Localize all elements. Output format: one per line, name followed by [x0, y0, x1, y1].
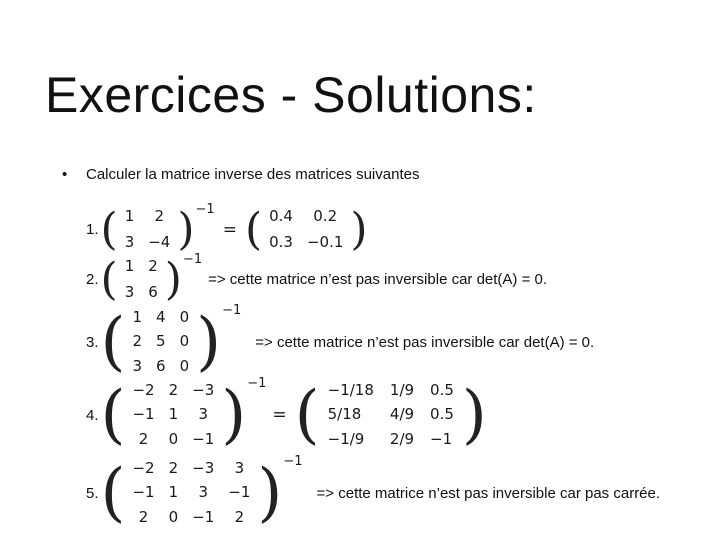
conclusion-text: => cette matrice n’est pas inversible car pas carrée. — [316, 484, 661, 502]
exercise-2 — [86, 254, 547, 305]
cell: −3 — [192, 458, 215, 477]
cell: 0.2 — [313, 207, 338, 226]
cell: 0.4 — [269, 207, 293, 226]
exercise-number: 1. — [86, 221, 99, 238]
cell: 0 — [179, 307, 190, 326]
matrix-1 — [101, 204, 215, 255]
slide-title: Exercices - Solutions: — [45, 67, 537, 123]
cell: −1 — [132, 405, 155, 424]
cell: −3 — [192, 380, 215, 399]
matrix-3 — [101, 305, 242, 379]
cell: 0 — [168, 508, 179, 527]
cell: 2 — [168, 458, 179, 477]
cell: −0.1 — [306, 232, 344, 251]
cell: −1 — [132, 483, 155, 502]
left-paren: ( — [294, 378, 320, 452]
instruction-line — [62, 166, 419, 183]
right-paren: ) — [196, 305, 222, 379]
right-paren: ) — [221, 378, 247, 452]
exercise-1 — [86, 204, 368, 255]
cell: 3 — [132, 357, 143, 376]
matrix-2 — [101, 254, 203, 305]
cell: 5/18 — [327, 405, 362, 424]
bullet-icon: • — [62, 166, 68, 183]
matrix-4 — [101, 378, 267, 452]
cell: 3 — [198, 405, 208, 424]
right-paren: ) — [257, 456, 283, 530]
cell: −2 — [132, 458, 155, 477]
matrix-5 — [101, 456, 303, 530]
cell: 0 — [168, 430, 179, 449]
cell: 1 — [124, 257, 135, 276]
cell: 2 — [234, 508, 245, 527]
exercise-number: 3. — [86, 333, 99, 351]
exercise-number: 5. — [86, 484, 99, 502]
left-paren: ( — [100, 378, 126, 452]
cell: −4 — [148, 232, 171, 251]
equals-sign: = — [272, 405, 287, 425]
exercise-4 — [86, 378, 487, 452]
cell: −1 — [192, 508, 215, 527]
exercise-3 — [86, 305, 594, 379]
instruction-text: Calculer la matrice inverse des matrices suivantes — [86, 166, 420, 183]
cell: 3 — [234, 458, 245, 477]
cell: 1 — [168, 483, 179, 502]
left-paren: ( — [100, 305, 126, 379]
result-matrix-4 — [295, 378, 487, 452]
cell: 4 — [156, 307, 166, 326]
cell: 0.3 — [269, 232, 293, 251]
left-paren: ( — [100, 204, 118, 255]
right-paren: ) — [177, 204, 195, 255]
equals-sign: = — [222, 219, 237, 240]
inverse-exponent: −1 — [182, 252, 203, 267]
cell: 3 — [124, 282, 135, 301]
cell: 1 — [168, 405, 179, 424]
left-paren: ( — [244, 204, 263, 255]
cell: 0 — [179, 332, 190, 351]
inverse-exponent: −1 — [195, 202, 215, 217]
left-paren: ( — [100, 456, 126, 530]
cell: 1 — [132, 307, 143, 326]
cell: 2/9 — [389, 430, 415, 449]
conclusion-text: => cette matrice n’est pas inversible car det(A) = 0. — [208, 271, 548, 288]
right-paren: ) — [350, 204, 368, 255]
cell: −1 — [192, 430, 215, 449]
exercise-number: 2. — [86, 271, 99, 288]
exercise-5 — [86, 456, 660, 530]
cell: −1/18 — [327, 380, 374, 399]
cell: −2 — [132, 380, 155, 399]
cell: 4/9 — [389, 405, 415, 424]
cell: 2 — [148, 257, 158, 276]
cell: 3 — [198, 483, 208, 502]
cell: 5 — [156, 332, 166, 351]
left-paren: ( — [100, 254, 118, 305]
right-paren: ) — [461, 378, 487, 452]
result-matrix-1 — [245, 204, 368, 255]
cell: 2 — [132, 332, 143, 351]
cell: 1 — [124, 207, 135, 226]
cell: 0 — [179, 357, 190, 376]
cell: 2 — [138, 508, 149, 527]
inverse-exponent: −1 — [222, 303, 242, 318]
cell: 2 — [168, 380, 179, 399]
cell: −1/9 — [327, 430, 365, 449]
inverse-exponent: −1 — [247, 376, 267, 391]
cell: 6 — [156, 357, 166, 376]
right-paren: ) — [164, 254, 182, 305]
conclusion-text: => cette matrice n’est pas inversible car det(A) = 0. — [255, 333, 595, 351]
cell: 0.5 — [430, 380, 454, 399]
cell: 1/9 — [389, 380, 415, 399]
cell: 3 — [124, 232, 135, 251]
cell: 2 — [138, 430, 149, 449]
exercise-number: 4. — [86, 406, 99, 424]
cell: 6 — [148, 282, 158, 301]
cell: 0.5 — [430, 405, 454, 424]
cell: −1 — [228, 483, 251, 502]
cell: −1 — [430, 430, 453, 449]
cell: 2 — [154, 207, 165, 226]
inverse-exponent: −1 — [283, 454, 303, 469]
